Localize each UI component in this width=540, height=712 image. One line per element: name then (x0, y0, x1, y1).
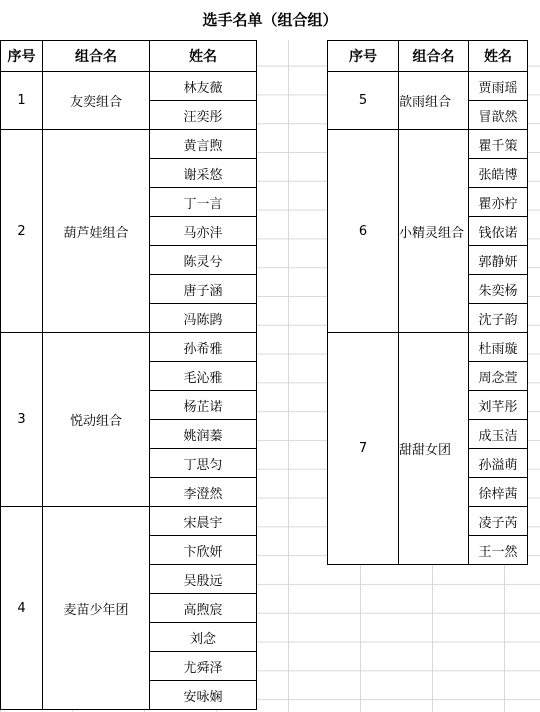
member-name: 瞿亦柠 (469, 188, 528, 217)
member-name: 吴殷远 (150, 565, 257, 594)
member-name: 周念萱 (469, 362, 528, 391)
member-name: 孙溢萌 (469, 449, 528, 478)
member-name: 汪奕彤 (150, 101, 257, 130)
member-name: 丁一言 (150, 188, 257, 217)
header-group: 组合名 (399, 41, 469, 72)
member-name: 成玉洁 (469, 420, 528, 449)
member-name: 安咏娴 (150, 681, 257, 710)
table-row (1, 72, 257, 101)
member-name: 黄言煦 (150, 130, 257, 159)
member-name: 李澄然 (150, 478, 257, 507)
member-name: 陈灵兮 (150, 246, 257, 275)
member-name: 林友薇 (150, 72, 257, 101)
member-name: 冒歆然 (469, 101, 528, 130)
group-index: 7 (328, 333, 399, 565)
member-name: 刘芊彤 (469, 391, 528, 420)
member-name: 毛沁雅 (150, 362, 257, 391)
group-index: 4 (1, 507, 43, 710)
member-name: 王一然 (469, 536, 528, 565)
member-name: 朱奕杨 (469, 275, 528, 304)
member-name: 尤舜泽 (150, 652, 257, 681)
group-name: 葫芦娃组合 (43, 130, 150, 333)
member-name: 徐梓茜 (469, 478, 528, 507)
member-name: 丁思匀 (150, 449, 257, 478)
table-row (1, 130, 257, 159)
header-row (1, 41, 257, 72)
member-name: 孙希雅 (150, 333, 257, 362)
roster-table-left (0, 40, 257, 710)
table-row (1, 507, 257, 536)
roster-table-right (327, 40, 528, 565)
group-name: 麦苗少年团 (43, 507, 150, 710)
member-name: 马亦沣 (150, 217, 257, 246)
header-group: 组合名 (43, 41, 150, 72)
member-name: 高煦宸 (150, 594, 257, 623)
header-row (328, 41, 528, 72)
header-index: 序号 (328, 41, 399, 72)
group-index: 2 (1, 130, 43, 333)
group-index: 1 (1, 72, 43, 130)
group-name: 友奕组合 (43, 72, 150, 130)
page-title: 选手名单（组合组） (0, 0, 540, 40)
group-index: 3 (1, 333, 43, 507)
member-name: 杜雨璇 (469, 333, 528, 362)
table-row (328, 72, 528, 101)
group-index: 6 (328, 130, 399, 333)
member-name: 瞿千策 (469, 130, 528, 159)
member-name: 刘念 (150, 623, 257, 652)
group-name: 小精灵组合 (399, 130, 469, 333)
table-row (328, 333, 528, 362)
header-name: 姓名 (469, 41, 528, 72)
member-name: 卞欣妍 (150, 536, 257, 565)
member-name: 宋晨宇 (150, 507, 257, 536)
member-name: 谢采悠 (150, 159, 257, 188)
group-name: 甜甜女团 (399, 333, 469, 565)
member-name: 杨芷诺 (150, 391, 257, 420)
member-name: 贾雨瑶 (469, 72, 528, 101)
member-name: 沈子韵 (469, 304, 528, 333)
member-name: 郭静妍 (469, 246, 528, 275)
header-index: 序号 (1, 41, 43, 72)
group-name: 悦动组合 (43, 333, 150, 507)
table-row (1, 333, 257, 362)
group-index: 5 (328, 72, 399, 130)
member-name: 冯陈鹍 (150, 304, 257, 333)
member-name: 张皓博 (469, 159, 528, 188)
member-name: 凌子芮 (469, 507, 528, 536)
member-name: 姚润蓁 (150, 420, 257, 449)
header-name: 姓名 (150, 41, 257, 72)
member-name: 唐子涵 (150, 275, 257, 304)
group-name: 歆雨组合 (399, 72, 469, 130)
table-row (328, 130, 528, 159)
member-name: 钱依诺 (469, 217, 528, 246)
